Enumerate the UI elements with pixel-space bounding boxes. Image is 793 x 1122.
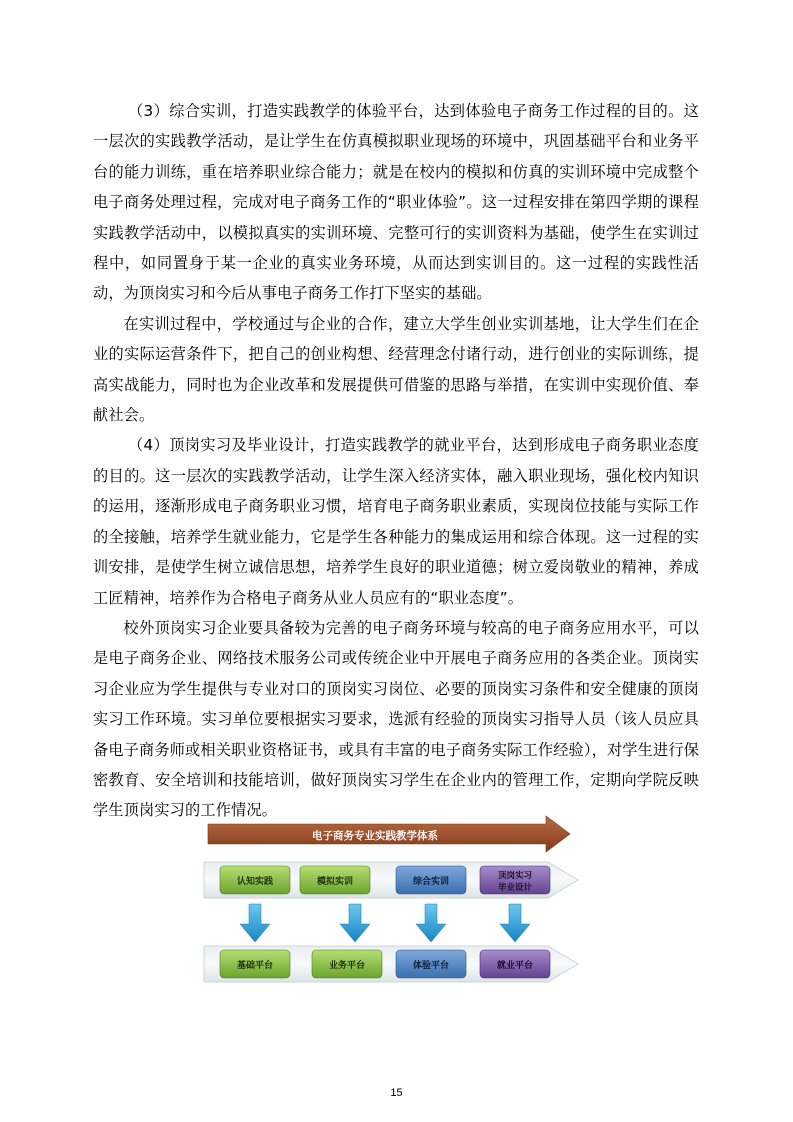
platform-box-employment (480, 950, 550, 978)
page-number: 15 (390, 1087, 403, 1099)
stage-box-internship-graduation (480, 866, 550, 894)
platform-label: 基础平台 (236, 961, 274, 971)
practice-teaching-system-diagram (200, 812, 585, 1018)
paragraph-comprehensive-training: （3）综合实训，打造实践教学的体验平台，达到体验电子商务工作过程的目的。这一层次的实践教学活动，是让学生在仿真模拟职业现场的环境中，巩固基础平台和业务平台的能力训练，重在培养职业综合能力；就是在校内的模拟和仿真的实训环境中完成整个电子商务处理过程，完成对电子商务工作的“职业体验”。这一过程安排在第四学期的课程实践教学活动中，以模拟真实的实训环境、完整可行的实训资料为基础，使学生在实训过程中，如同置身于某一企业的真实业务环境，从而达到实训目的。这一过程的实践性活动，为顶岗实习和今后从事电子商务工作打下坚实的基础。 (93, 102, 699, 303)
stage-label-line-1: 顶岗实习 (497, 871, 533, 881)
platform-box-foundation (220, 950, 290, 978)
paragraph-internship: （4）顶岗实习及毕业设计，打造实践教学的就业平台，达到形成电子商务职业态度的目的。这一层次的实践教学活动，让学生深入经济实体，融入职业现场，强化校内知识的运用，逐渐形成电子商务职业习惯，培育电子商务职业素质，实现岗位技能与实际工作的全接触，培养学生就业能力，它是学生各种能力的集成运用和综合体现。这一过程的实训安排，是使学生树立诚信思想，培养学生良好的职业道德；树立爱岗敬业的精神，养成工匠精神，培养作为合格电子商务从业人员应有的“职业态度”。 (93, 436, 699, 607)
diagram-title: 电子商务专业实践教学体系 (312, 830, 438, 842)
down-arrow-3 (416, 904, 446, 942)
platform-label: 就业平台 (496, 961, 534, 971)
stage-box-simulation-training (300, 866, 370, 894)
down-arrow-4 (500, 904, 530, 942)
platform-label: 体验平台 (412, 961, 450, 971)
stage-label: 综合实训 (412, 877, 450, 887)
platform-box-business (312, 950, 382, 978)
stage-label-line-2: 毕业设计 (497, 883, 533, 893)
body-text (93, 96, 699, 826)
down-arrow-2 (340, 904, 370, 942)
stage-label: 模拟实训 (316, 877, 354, 887)
stage-box-cognitive-practice (220, 866, 290, 894)
stage-label: 认知实践 (236, 877, 274, 887)
stage-box-comprehensive-training (396, 866, 466, 894)
paragraph-training-process: 在实训过程中，学校通过与企业的合作，建立大学生创业实训基地，让大学生们在企业的实际运营条件下，把自己的创业构想、经营理念付诸行动，进行创业的实际训练，提高实战能力，同时也为企业改革和发展提供可借鉴的思路与举措，在实训中实现价值、奉献社会。 (93, 314, 699, 425)
paragraph-external-internship: 校外顶岗实习企业要具备较为完善的电子商务环境与较高的电子商务应用水平，可以是电子商务企业、网络技术服务公司或传统企业中开展电子商务应用的各类企业。顶岗实习企业应为学生提供与专业对口的顶岗实习岗位、必要的顶岗实习条件和安全健康的顶岗实习工作环境。实习单位要根据实习要求，选派有经验的顶岗实习指导人员（该人员应具备电子商务师或相关职业资格证书，或具有丰富的电子商务实际工作经验），对学生进行保密教育、安全培训和技能培训，做好顶岗实习学生在企业内的管理工作，定期向学院反映学生顶岗实习的工作情况。 (93, 618, 699, 820)
title-arrow (208, 816, 570, 852)
platform-box-experience (396, 950, 466, 978)
platform-label: 业务平台 (328, 961, 366, 971)
down-arrow-1 (240, 904, 270, 942)
